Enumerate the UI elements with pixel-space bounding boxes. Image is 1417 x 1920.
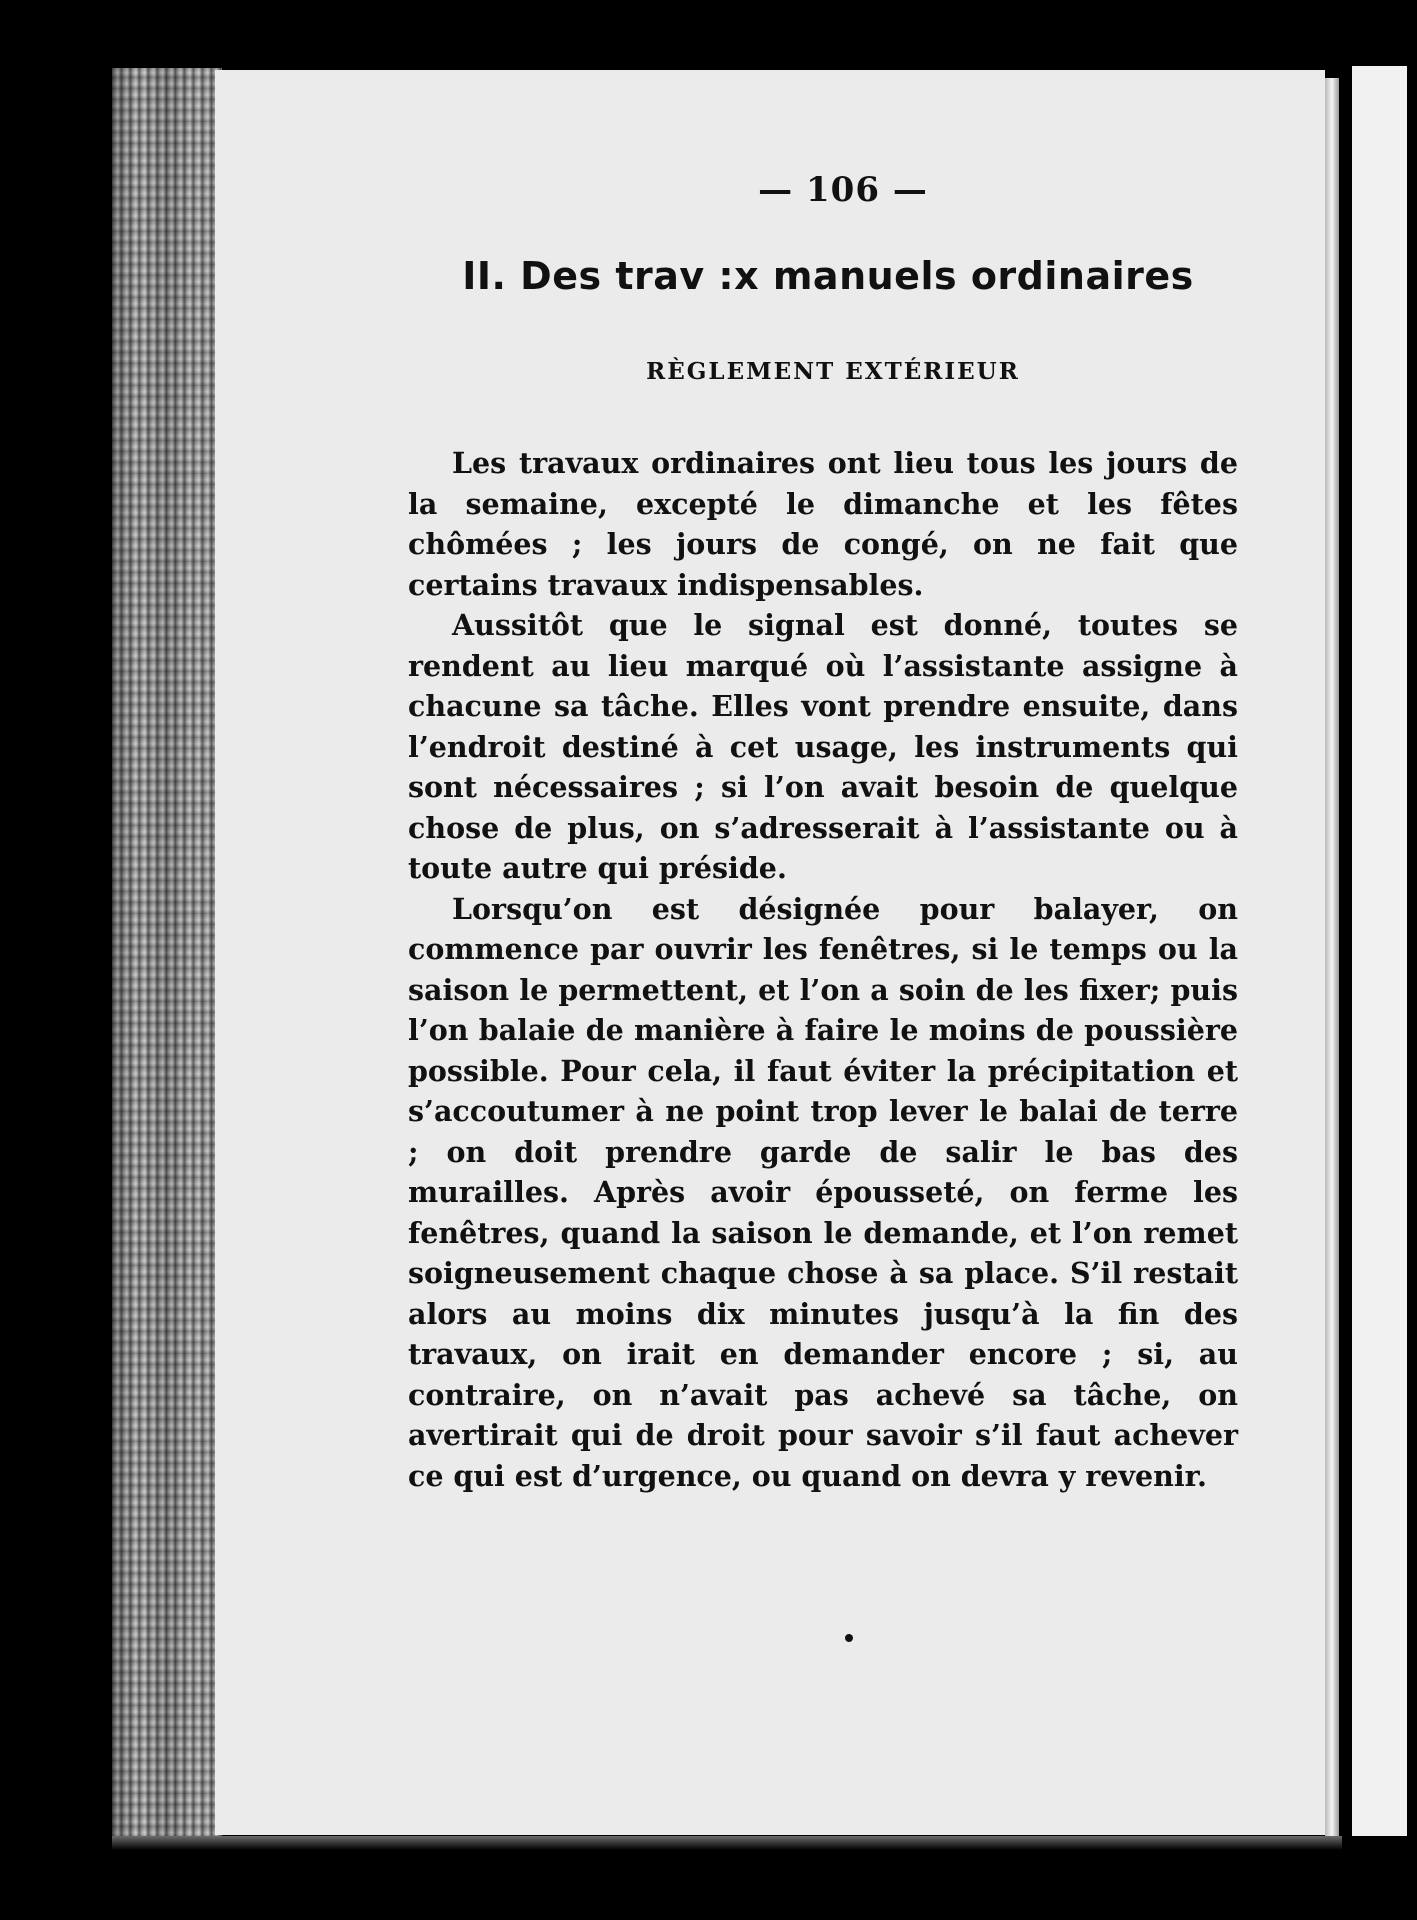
adjacent-page-strip bbox=[1352, 66, 1407, 1836]
paragraph-1: Les travaux ordinaires ont lieu tous les jours de la semaine, excepté le dimanche et les fêtes chômées ; les jours de congé, on ne fait que certains travaux indispensables. bbox=[408, 446, 1238, 602]
subheading: RÈGLEMENT EXTÉRIEUR bbox=[646, 358, 1020, 385]
section-title: II. Des trav :x manuels ordinaires bbox=[462, 254, 1194, 298]
paragraph-3: Lorsqu’on est désignée pour balayer, on commence par ouvrir les fenêtres, si le temps ou la saison le permettent, et l’on a soin de les fixer; puis l’on balaie de manière à faire le moins de poussière possible. Pour cela, il faut éviter la précipitation et s’accoutumer à ne point trop lever le balai de terre ; on doit prendre garde de salir le bas des murailles. Après avoir épousseté, on ferme les fenêtres, quand la saison le demande, et l’on remet soigneusement chaque chose à sa place. S’il restait alors au moins dix minutes jusqu’à la fin des travaux, on irait en demander encore ; si, au contraire, on n’avait pas achevé sa tâche, on avertirait qui de droit pour savoir s’il faut achever ce qui est d’urgence, ou quand on devra y revenir. bbox=[408, 891, 1238, 1493]
page-number: — 106 — bbox=[758, 170, 928, 210]
page-content bbox=[408, 170, 1238, 1496]
bottom-shadow bbox=[112, 1836, 1342, 1850]
paragraph-2: Aussitôt que le signal est donné, toutes se rendent au lieu marqué où l’assistante assigne à chacune sa tâche. Elles vont prendre ensuite, dans l’endroit destiné à cet usage, les instruments qui sont nécessaires ; si l’on avait besoin de quelque chose de plus, on s’adresserait à l’assistante ou à toute autre qui préside. bbox=[408, 608, 1238, 885]
end-ornament-dot bbox=[845, 1634, 853, 1642]
book-binding-gutter bbox=[112, 68, 222, 1838]
page-edge bbox=[1325, 78, 1339, 1838]
